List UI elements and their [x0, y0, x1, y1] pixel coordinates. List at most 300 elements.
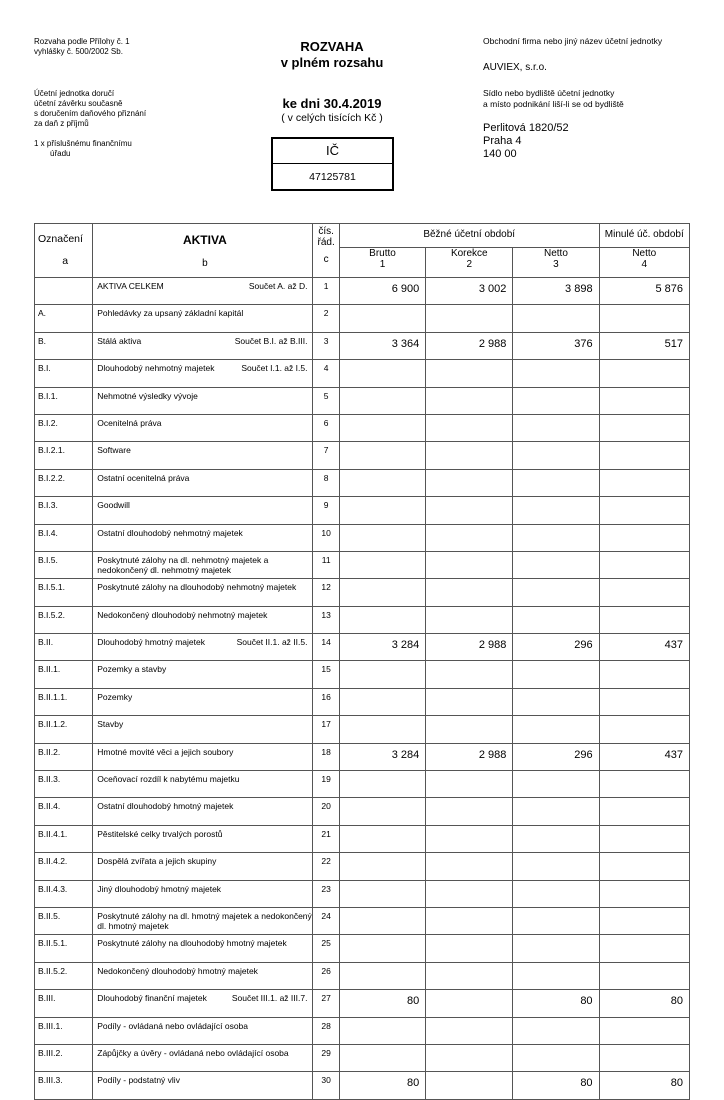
row-number: 4 [313, 360, 339, 387]
table-row [35, 743, 690, 770]
table-row [35, 907, 690, 934]
cell-netto-previous [599, 442, 689, 469]
row-label [93, 716, 313, 743]
balance-sheet-table [34, 223, 690, 1100]
row-number: 1 [313, 278, 339, 305]
cell-netto [513, 524, 599, 551]
aktiva-label: AKTIVA [182, 233, 227, 247]
col-c-label: c [323, 254, 329, 265]
row-code: B.II.5.2. [35, 962, 93, 989]
row-label [93, 935, 313, 962]
cell-korekce [426, 880, 513, 907]
cell-brutto [339, 661, 425, 688]
cell-korekce: 2 988 [426, 743, 513, 770]
cell-netto-previous: 80 [599, 990, 689, 1017]
row-number: 17 [313, 716, 339, 743]
row-label [93, 1044, 313, 1071]
cell-brutto: 6 900 [339, 278, 425, 305]
cell-korekce [426, 414, 513, 441]
row-text: Dlouhodobý nehmotný majetek [97, 363, 215, 374]
row-number: 16 [313, 688, 339, 715]
cell-brutto: 80 [339, 1072, 425, 1099]
row-label [93, 332, 313, 359]
cell-brutto [339, 907, 425, 934]
korekce-label: Korekce [450, 248, 488, 259]
cell-brutto: 3 364 [339, 332, 425, 359]
cell-netto-previous [599, 661, 689, 688]
row-number: 12 [313, 579, 339, 606]
table-row [35, 798, 690, 825]
row-label [93, 825, 313, 852]
cell-korekce: 2 988 [426, 634, 513, 661]
table-row [35, 1017, 690, 1044]
balance-date: ke dni 30.4.2019 [282, 96, 382, 111]
row-text: Stálá aktiva [97, 335, 142, 346]
cell-netto [513, 825, 599, 852]
row-code: B.I.5.2. [35, 606, 93, 633]
row-label [93, 1072, 313, 1099]
cell-korekce: 3 002 [426, 278, 513, 305]
row-number: 8 [313, 469, 339, 496]
cell-brutto [339, 551, 425, 578]
cell-brutto [339, 771, 425, 798]
row-label [93, 606, 313, 633]
cell-netto [513, 551, 599, 578]
row-code: B.I.1. [35, 387, 93, 414]
row-text: Pozemky a stavby [97, 664, 167, 675]
row-label [93, 1017, 313, 1044]
cell-netto-previous [599, 935, 689, 962]
row-number: 11 [313, 551, 339, 578]
row-code: B.II.2. [35, 743, 93, 770]
firm-address [483, 122, 569, 161]
col-header-brutto [339, 248, 425, 278]
row-text: Podíly - podstatný vliv [97, 1075, 180, 1086]
cell-brutto [339, 688, 425, 715]
cell-netto: 296 [513, 743, 599, 770]
cell-korekce [426, 771, 513, 798]
cell-netto-previous [599, 606, 689, 633]
law-reference-line-2: vyhlášky č. 500/2002 Sb. [34, 47, 123, 56]
table-row [35, 332, 690, 359]
cell-korekce: 2 988 [426, 332, 513, 359]
cell-brutto: 3 284 [339, 743, 425, 770]
cell-brutto [339, 853, 425, 880]
row-text: Ostatní dlouhodobý nehmotný majetek [97, 527, 243, 538]
cell-brutto [339, 305, 425, 332]
cell-netto-previous [599, 880, 689, 907]
netto-label: Netto [544, 248, 568, 259]
address-zip: 140 00 [483, 148, 517, 160]
row-number: 5 [313, 387, 339, 414]
table-row [35, 579, 690, 606]
row-code: A. [35, 305, 93, 332]
cell-netto [513, 688, 599, 715]
row-number: 21 [313, 825, 339, 852]
row-number: 13 [313, 606, 339, 633]
row-text: Poskytnuté zálohy na dlouhodobý hmotný majetek [97, 938, 287, 949]
address-city: Praha 4 [483, 135, 522, 147]
cell-netto [513, 414, 599, 441]
row-number: 19 [313, 771, 339, 798]
row-label [93, 278, 313, 305]
delivery-line-4: za daň z příjmů [34, 119, 89, 128]
copies-line-1: 1 x příslušnému finančnímu [34, 139, 132, 148]
table-row [35, 825, 690, 852]
row-code: B.II.4.3. [35, 880, 93, 907]
row-sum-note: Součet I.1. až I.5. [241, 363, 308, 374]
cell-korekce [426, 688, 513, 715]
row-text: Poskytnuté zálohy na dlouhodobý nehmotný majetek [97, 582, 297, 593]
cell-netto [513, 1017, 599, 1044]
title-line-2: v plném rozsahu [280, 55, 384, 70]
table-row [35, 688, 690, 715]
cell-netto [513, 360, 599, 387]
cell-netto-previous [599, 688, 689, 715]
title-line-1: ROZVAHA [300, 39, 364, 54]
brutto-label: Brutto [369, 248, 396, 259]
cell-netto [513, 469, 599, 496]
cell-korekce [426, 716, 513, 743]
cell-netto-previous [599, 1017, 689, 1044]
delivery-note [34, 89, 146, 129]
row-label [93, 497, 313, 524]
cell-netto [513, 1044, 599, 1071]
rad-label: řád. [317, 237, 335, 248]
cell-netto [513, 305, 599, 332]
cell-netto-previous: 437 [599, 743, 689, 770]
cell-korekce [426, 1072, 513, 1099]
delivery-line-2: účetní závěrku současně [34, 99, 123, 108]
table-row [35, 962, 690, 989]
col-header-cislo [313, 224, 339, 278]
row-text: Poskytnuté zálohy na dl. hmotný majetek a nedokončený dl. hmotný majetek [97, 910, 312, 931]
copies-line-2: úřadu [50, 149, 71, 158]
table-row [35, 278, 690, 305]
row-number: 25 [313, 935, 339, 962]
address-street: Perlitová 1820/52 [483, 122, 569, 134]
row-code [35, 278, 93, 305]
row-code: B.II.4. [35, 798, 93, 825]
cell-netto-previous [599, 853, 689, 880]
seat-label-line-1: Sídlo nebo bydliště účetní jednotky [483, 88, 615, 98]
table-row [35, 387, 690, 414]
cell-korekce [426, 497, 513, 524]
cell-netto: 296 [513, 634, 599, 661]
cell-netto-previous [599, 798, 689, 825]
row-label [93, 743, 313, 770]
row-text: Dlouhodobý hmotný majetek [97, 637, 205, 648]
row-text: Pěstitelské celky trvalých porostů [97, 828, 223, 839]
table-row [35, 853, 690, 880]
row-code: B.I.2.1. [35, 442, 93, 469]
row-number: 6 [313, 414, 339, 441]
cell-netto [513, 606, 599, 633]
cell-netto [513, 798, 599, 825]
row-code: B.I.2.2. [35, 469, 93, 496]
row-code: B.II. [35, 634, 93, 661]
col-a-label: a [62, 255, 69, 267]
row-text: Nehmotné výsledky vývoje [97, 390, 198, 401]
row-number: 23 [313, 880, 339, 907]
cell-brutto [339, 497, 425, 524]
cell-netto-previous [599, 387, 689, 414]
cell-netto-previous [599, 305, 689, 332]
cell-brutto [339, 935, 425, 962]
table-row [35, 1072, 690, 1099]
row-label [93, 551, 313, 578]
korekce-number: 2 [466, 259, 473, 270]
table-row [35, 524, 690, 551]
row-label [93, 771, 313, 798]
ic-label: IČ [273, 139, 392, 164]
cell-korekce [426, 1017, 513, 1044]
row-code: B. [35, 332, 93, 359]
row-text: Stavby [97, 719, 124, 730]
law-reference-line-1: Rozvaha podle Přílohy č. 1 [34, 37, 130, 46]
cell-brutto: 3 284 [339, 634, 425, 661]
cell-netto [513, 880, 599, 907]
cell-netto-previous [599, 414, 689, 441]
cell-brutto [339, 360, 425, 387]
row-text: AKTIVA CELKEM [97, 281, 164, 291]
previous-period-header: Minulé úč. období [599, 224, 689, 248]
row-label [93, 469, 313, 496]
cell-netto [513, 771, 599, 798]
cell-netto [513, 442, 599, 469]
row-text: Pozemky [97, 691, 133, 702]
row-label [93, 442, 313, 469]
row-label [93, 634, 313, 661]
units-note: ( v celých tisících Kč ) [281, 112, 383, 124]
row-text: Oceňovací rozdíl k nabytému majetku [97, 774, 240, 785]
cell-netto [513, 661, 599, 688]
cell-korekce [426, 853, 513, 880]
firm-label: Obchodní firma nebo jiný název účetní jednotky [483, 36, 663, 46]
row-code: B.III.2. [35, 1044, 93, 1071]
row-text: Ocenitelná práva [97, 417, 162, 428]
firm-name: AUVIEX, s.r.o. [483, 62, 547, 73]
table-row [35, 661, 690, 688]
netto-previous-label: Netto [632, 248, 657, 259]
row-text: Ostatní dlouhodobý hmotný majetek [97, 801, 234, 812]
cis-label: čís. [318, 226, 334, 237]
row-label [93, 688, 313, 715]
cell-netto-previous: 437 [599, 634, 689, 661]
row-text: Goodwill [97, 500, 130, 511]
cell-korekce [426, 825, 513, 852]
table-row [35, 305, 690, 332]
cell-brutto [339, 1017, 425, 1044]
cell-brutto [339, 880, 425, 907]
cell-korekce [426, 305, 513, 332]
col-header-netto [513, 248, 599, 278]
cell-brutto [339, 579, 425, 606]
row-code: B.I.5. [35, 551, 93, 578]
cell-netto [513, 387, 599, 414]
col-b-label: b [202, 258, 208, 269]
row-label [93, 360, 313, 387]
row-text: Ostatní ocenitelná práva [97, 472, 190, 483]
row-code: B.II.5.1. [35, 935, 93, 962]
row-text: Poskytnuté zálohy na dl. nehmotný majetek a nedokončený dl. nehmotný majetek [97, 554, 269, 575]
row-text: Software [97, 445, 131, 456]
cell-korekce [426, 661, 513, 688]
row-number: 26 [313, 962, 339, 989]
row-sum-note: Součet B.I. až B.III. [234, 335, 308, 346]
cell-korekce [426, 387, 513, 414]
cell-netto-previous [599, 469, 689, 496]
cell-brutto [339, 962, 425, 989]
row-number: 18 [313, 743, 339, 770]
row-text: Nedokončený dlouhodobý hmotný majetek [97, 965, 258, 976]
netto-previous-number: 4 [641, 259, 648, 270]
row-number: 28 [313, 1017, 339, 1044]
row-number: 15 [313, 661, 339, 688]
row-number: 7 [313, 442, 339, 469]
document-title [262, 39, 402, 71]
cell-korekce [426, 524, 513, 551]
row-label [93, 579, 313, 606]
cell-netto-previous [599, 907, 689, 934]
cell-korekce [426, 935, 513, 962]
cell-brutto [339, 524, 425, 551]
row-sum-note: Součet A. až D. [248, 281, 308, 291]
col-header-korekce [426, 248, 513, 278]
row-code: B.I.2. [35, 414, 93, 441]
oznaceni-label: Označení [38, 233, 83, 245]
table-row [35, 935, 690, 962]
row-number: 24 [313, 907, 339, 934]
ic-box [271, 137, 394, 191]
row-code: B.I.5.1. [35, 579, 93, 606]
cell-netto-previous [599, 524, 689, 551]
row-label [93, 387, 313, 414]
cell-netto-previous [599, 360, 689, 387]
cell-netto [513, 853, 599, 880]
law-reference [34, 37, 130, 57]
copies-note [34, 139, 132, 159]
row-number: 22 [313, 853, 339, 880]
col-header-aktiva [93, 224, 313, 278]
row-number: 20 [313, 798, 339, 825]
netto-number: 3 [553, 259, 559, 270]
cell-korekce [426, 798, 513, 825]
row-code: B.I. [35, 360, 93, 387]
cell-netto-previous [599, 497, 689, 524]
cell-netto: 376 [513, 332, 599, 359]
table-row [35, 497, 690, 524]
cell-brutto [339, 1044, 425, 1071]
row-label [93, 880, 313, 907]
row-code: B.I.4. [35, 524, 93, 551]
cell-netto [513, 935, 599, 962]
cell-netto: 80 [513, 1072, 599, 1099]
row-label [93, 907, 313, 934]
row-number: 3 [313, 332, 339, 359]
row-number: 9 [313, 497, 339, 524]
cell-brutto [339, 387, 425, 414]
row-label [93, 798, 313, 825]
table-row [35, 606, 690, 633]
row-sum-note: Součet III.1. až III.7. [231, 993, 308, 1004]
table-row [35, 771, 690, 798]
cell-netto [513, 497, 599, 524]
cell-netto [513, 579, 599, 606]
table-row [35, 1044, 690, 1071]
cell-netto-previous [599, 962, 689, 989]
row-code: B.III.1. [35, 1017, 93, 1044]
row-code: B.II.5. [35, 907, 93, 934]
cell-brutto [339, 469, 425, 496]
table-row [35, 716, 690, 743]
row-label [93, 661, 313, 688]
row-number: 10 [313, 524, 339, 551]
cell-netto: 3 898 [513, 278, 599, 305]
table-row [35, 360, 690, 387]
cell-netto-previous [599, 771, 689, 798]
cell-brutto [339, 442, 425, 469]
cell-netto [513, 962, 599, 989]
cell-netto [513, 907, 599, 934]
ic-value: 47125781 [309, 171, 356, 183]
row-text: Jiný dlouhodobý hmotný majetek [97, 883, 222, 894]
cell-brutto [339, 414, 425, 441]
cell-netto: 80 [513, 990, 599, 1017]
table-row [35, 442, 690, 469]
row-number: 30 [313, 1072, 339, 1099]
seat-label-line-2: a místo podnikání liší-li se od bydliště [483, 99, 624, 109]
cell-korekce [426, 360, 513, 387]
table-row [35, 990, 690, 1017]
balance-sheet-rows [35, 278, 690, 1100]
cell-netto-previous [599, 716, 689, 743]
row-label [93, 414, 313, 441]
row-text: Nedokončený dlouhodobý nehmotný majetek [97, 609, 268, 620]
seat-label [483, 88, 624, 110]
cell-brutto [339, 716, 425, 743]
row-code: B.II.4.1. [35, 825, 93, 852]
cell-korekce [426, 551, 513, 578]
cell-brutto [339, 606, 425, 633]
table-row [35, 880, 690, 907]
current-period-header: Běžné účetní období [339, 224, 599, 248]
cell-brutto: 80 [339, 990, 425, 1017]
row-number: 2 [313, 305, 339, 332]
row-code: B.II.4.2. [35, 853, 93, 880]
row-code: B.II.1.2. [35, 716, 93, 743]
row-number: 27 [313, 990, 339, 1017]
cell-netto-previous [599, 551, 689, 578]
table-row [35, 551, 690, 578]
delivery-line-3: s doručením daňového přiznání [34, 109, 147, 118]
row-label [93, 962, 313, 989]
row-code: B.III. [35, 990, 93, 1017]
row-text: Hmotné movité věci a jejich soubory [97, 746, 234, 757]
cell-brutto [339, 798, 425, 825]
cell-netto-previous [599, 1044, 689, 1071]
cell-korekce [426, 469, 513, 496]
row-code: B.I.3. [35, 497, 93, 524]
row-code: B.II.1. [35, 661, 93, 688]
row-text: Podíly - ovládaná nebo ovládající osoba [97, 1020, 249, 1031]
brutto-number: 1 [379, 259, 386, 270]
row-text: Zápůjčky a úvěry - ovládaná nebo ovládající osoba [97, 1047, 289, 1058]
row-label [93, 524, 313, 551]
table-row [35, 469, 690, 496]
table-row [35, 634, 690, 661]
delivery-line-1: Účetní jednotka doručí [34, 89, 115, 98]
